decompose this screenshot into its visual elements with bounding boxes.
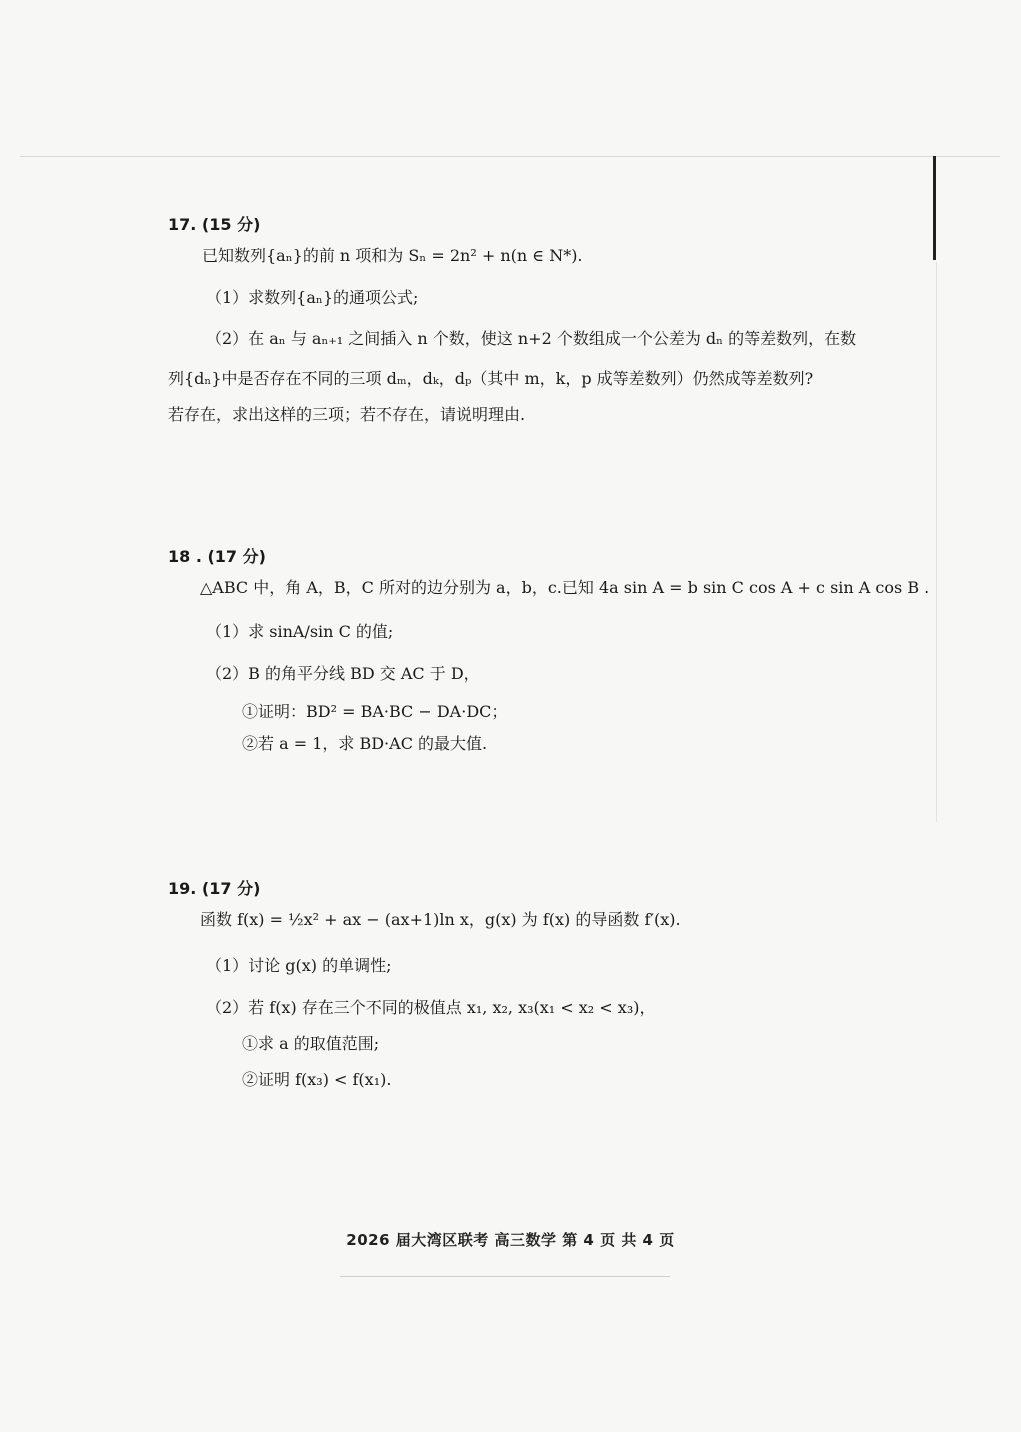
question-19-part-2: （2）若 f(x) 存在三个不同的极值点 x₁, x₂, x₃(x₁ < x₂ < x₃)，: [206, 998, 656, 1017]
question-17-part-1: （1）求数列{aₙ}的通项公式;: [206, 288, 419, 307]
question-19-part-2-i: ①求 a 的取值范围;: [242, 1034, 380, 1053]
question-17-part-2-line-2: 列{dₙ}中是否存在不同的三项 dₘ，dₖ，dₚ（其中 m，k，p 成等差数列）仍然成等差数列?: [168, 369, 814, 388]
question-17-heading: 17. (15 分): [168, 215, 261, 234]
question-19-part-1: （1）讨论 g(x) 的单调性;: [206, 956, 392, 975]
question-17: [168, 212, 888, 426]
question-19-part-2-ii: ②证明 f(x₃) < f(x₁).: [242, 1070, 392, 1089]
question-17-part-2-line-3: 若存在，求出这样的三项；若不存在，请说明理由.: [168, 405, 526, 424]
scan-edge-mark: [933, 156, 936, 260]
question-19-heading: 19. (17 分): [168, 879, 261, 898]
question-18-part-2-ii: ②若 a = 1，求 BD·AC 的最大值.: [242, 734, 488, 753]
question-19-stem: 函数 f(x) = ½x² + ax − (ax+1)ln x，g(x) 为 f(x) 的导函数 f′(x).: [200, 910, 681, 929]
question-17-part-2-line-1: （2）在 aₙ 与 aₙ₊₁ 之间插入 n 个数，使这 n+2 个数组成一个公差为 dₙ 的等差数列，在数: [206, 329, 857, 348]
scan-edge-shadow: [936, 262, 937, 822]
question-18-part-1: （1）求 sinA/sin C 的值;: [206, 622, 394, 641]
question-19: [168, 876, 888, 1091]
footer-rule: [340, 1276, 670, 1277]
scan-edge-line: [20, 156, 1000, 157]
question-18-part-2: （2）B 的角平分线 BD 交 AC 于 D，: [206, 664, 480, 683]
question-18-heading: 18 . (17 分): [168, 547, 266, 566]
page-footer: 2026 届大湾区联考 高三数学 第 4 页 共 4 页: [346, 1231, 675, 1249]
question-18-part-2-i: ①证明：BD² = BA·BC − DA·DC；: [242, 702, 508, 721]
question-18: [168, 544, 930, 755]
question-18-stem: △ABC 中，角 A，B，C 所对的边分别为 a，b，c.已知 4a sin A = b sin C cos A + c sin A cos B .: [200, 578, 930, 597]
question-17-stem: 已知数列{aₙ}的前 n 项和为 Sₙ = 2n² + n(n ∈ N*).: [202, 246, 583, 265]
